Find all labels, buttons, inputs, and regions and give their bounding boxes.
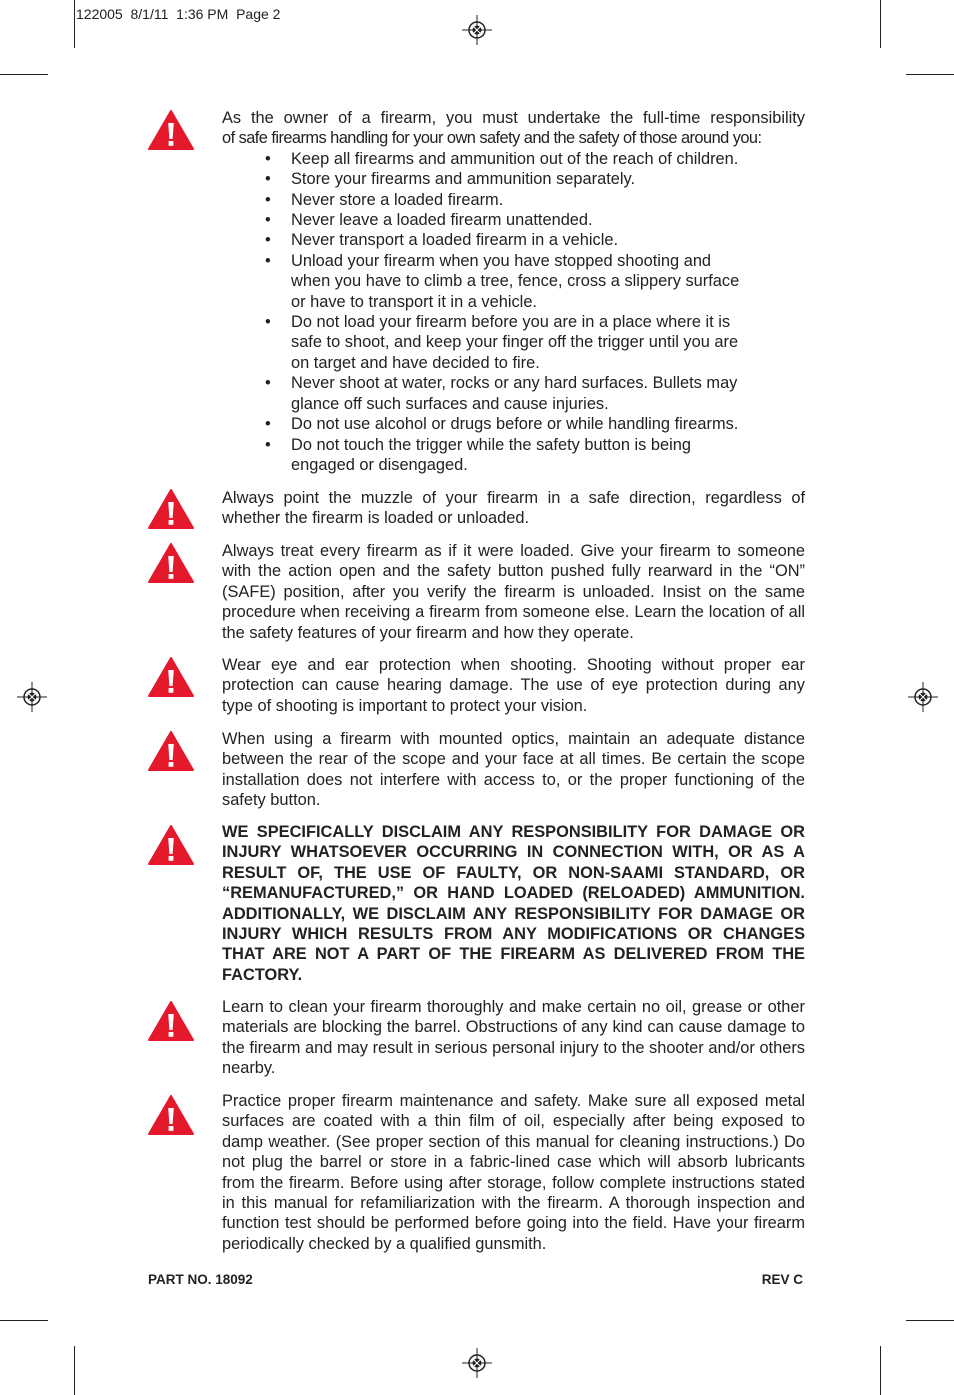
part-number: PART NO. 18092 [148,1272,253,1287]
bullet-item: • Keep all firearms and ammunition out of the reach of children. [265,149,805,169]
bullet-item: • Unload your firearm when you have stopped shooting and when you have to climb a tree, fence, cross a slippery surface or have to transport it in a vehicle. [265,251,751,312]
intro-line-2: of safe firearms handling for your own safety and the safety of those around you: [222,129,762,148]
safety-bullet-list [222,149,805,476]
bullet-item: • Never shoot at water, rocks or any hard surfaces. Bullets may glance off such surfaces and cause injuries. [265,373,741,414]
warning-text: Practice proper firearm maintenance and safety. Make sure all exposed metal surfaces are coated with a thin film of oil, especially after being exposed to damp weather. (See proper section of this manual for cleaning instructions.) Do not plug the barrel or store in a fabric-lined case which will absorb lubricants from the firearm. Before using after storage, follow complete instructions stated in this manual for refamiliarization with the firearm. A thorough inspection and function test should be performed before going into the field. Have your firearm periodically checked by a qualified gunsmith. [222,1092,805,1253]
warning-icon [148,543,194,583]
crop-mark [0,74,48,75]
bullet-item: • Store your firearms and ammunition separately. [265,169,805,189]
warning-icon [148,1095,194,1135]
warning-text [222,108,805,475]
bullet-item: • Do not touch the trigger while the safety button is being engaged or disengaged. [265,435,741,476]
registration-mark-icon [462,15,492,45]
warning-text: Always treat every firearm as if it were loaded. Give your firearm to someone with the action open and the safety button pushed fully rearward in the “ON” (SAFE) position, after you verify the firearm is unloaded. Insist on the same procedure when receiving a firearm from someone else. Learn the location of all the safety features of your firearm and how they operate. [222,542,805,642]
crop-mark [74,0,75,48]
bullet-item: • Never store a loaded firearm. [265,190,805,210]
bullet-item: • Never transport a loaded firearm in a vehicle. [265,230,805,250]
crop-mark [74,1346,75,1395]
disclaimer-text: WE SPECIFICALLY DISCLAIM ANY RESPONSIBILITY FOR DAMAGE OR INJURY WHATSOEVER OCCURRING IN CONNECTION WITH, OR AS A RESULT OF, THE USE OF FAULTY, OR NON-SAAMI STANDARD, OR “REMANUFACTURED,” OR HAND LOADED (RELOADED) AMMUNITION. ADDITIONALLY, WE DISCLAIM ANY RESPONSIBILITY FOR DAMAGE OR INJURY WHICH RESULTS FROM ANY MODIFICATIONS OR CHANGES THAT ARE NOT A PART OF THE FIREARM AS DELIVERED FROM THE FACTORY. [222,823,805,984]
crop-mark [880,1346,881,1395]
crop-mark [906,74,954,75]
print-slug: 122005 8/1/11 1:36 PM Page 2 [76,6,281,22]
bullet-item: • Do not load your firearm before you are in a place where it is safe to shoot, and keep your finger off the trigger until you are on target and have decided to fire. [265,312,751,373]
intro-line-1: As the owner of a firearm, you must undertake the full-time responsibility [222,109,805,127]
warning-icon [148,1001,194,1041]
warning-icon [148,657,194,697]
registration-mark-icon [462,1348,492,1378]
warning-icon [148,731,194,771]
bullet-item: • Never leave a loaded firearm unattended. [265,210,805,230]
crop-mark [880,0,881,48]
registration-mark-icon [908,682,938,712]
warning-text: Always point the muzzle of your firearm in a safe direction, regardless of whether the firearm is loaded or unloaded. [222,489,805,528]
warning-text: Learn to clean your firearm thoroughly and make certain no oil, grease or other materials are blocking the barrel. Obstructions of any kind can cause damage to the firearm and may result in serious personal injury to the shooter and/or others nearby. [222,998,805,1078]
warning-icon [148,825,194,865]
registration-mark-icon [17,682,47,712]
warning-text: When using a firearm with mounted optics, maintain an adequate distance between the rear of the scope and your face at all times. Be certain the scope installation does not interfere with access to, or the proper functioning of the safety button. [222,730,805,810]
crop-mark [0,1320,48,1321]
revision: REV C [761,1272,803,1287]
warning-icon [148,110,194,150]
crop-mark [906,1320,954,1321]
warning-icon [148,489,194,529]
bullet-item: • Do not use alcohol or drugs before or while handling firearms. [265,414,805,434]
warning-text: Wear eye and ear protection when shooting. Shooting without proper ear protection can cause hearing damage. The use of eye protection during any type of shooting is important to protect your vision. [222,656,805,715]
